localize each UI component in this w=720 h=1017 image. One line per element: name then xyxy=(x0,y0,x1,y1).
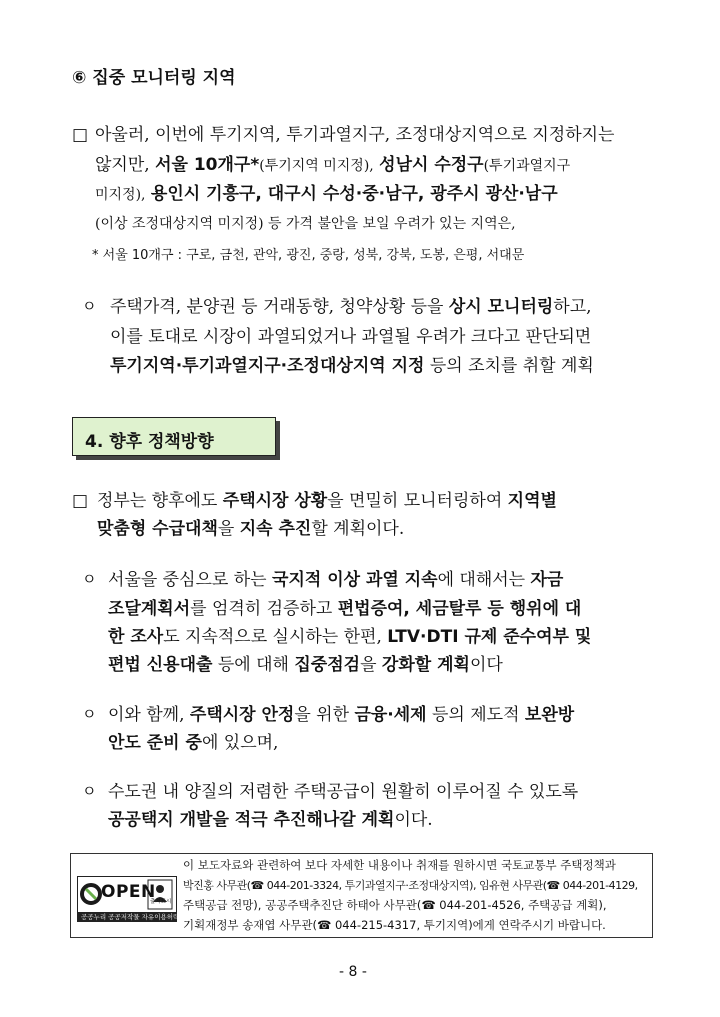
section-heading: 4. 향후 정책방향 xyxy=(85,432,214,452)
paragraph-line: 편법 신용대출 등에 대해 집중점검을 강화할 계획이다 xyxy=(108,655,503,675)
paragraph-line: 서울을 중심으로 하는 국지적 이상 과열 지속에 대해서는 자금 xyxy=(108,570,564,590)
bullet-mark: ㅇ xyxy=(82,297,97,315)
box-mark: □ xyxy=(72,125,89,145)
paragraph-line: 이를 토대로 시장이 과열되었거나 과열될 우려가 크다고 판단되면 xyxy=(110,327,592,347)
paragraph-line: 공공택지 개발을 적극 추진해나갈 계획이다. xyxy=(108,810,433,830)
box-mark: □ xyxy=(72,491,89,511)
kogl-logo xyxy=(77,876,180,922)
paragraph-line: 투기지역·투기과열지구·조정대상지역 지정 등의 조치를 취할 계획 xyxy=(110,356,594,376)
bullet-mark: ㅇ xyxy=(82,782,97,800)
section-title: ⑥ 집중 모니터링 지역 xyxy=(72,68,236,88)
paragraph-line: 아울러, 이번에 투기지역, 투기과열지구, 조정대상지역으로 지정하지는 xyxy=(95,125,615,145)
paragraph-line: (이상 조정대상지역 미지정) 등 가격 불안을 보일 우려가 있는 지역은, xyxy=(95,216,516,232)
paragraph-line: 않지만, 서울 10개구*(투기지역 미지정), 성남시 수정구(투기과열지구 xyxy=(95,155,571,175)
paragraph-line: 이와 함께, 주택시장 안정을 위한 금융·세제 등의 제도적 보완방 xyxy=(108,705,575,725)
paragraph-line: 수도권 내 양질의 저렴한 주택공급이 원활히 이루어질 수 있도록 xyxy=(108,782,579,802)
paragraph-line: 미지정), 용인시 기흥구, 대구시 수성·중·남구, 광주시 광산·남구 xyxy=(95,184,558,204)
contact-line: 기획재정부 송재엽 사무관(☎ 044-215-4317, 투기지역)에게 연락주시기 바랍니다. xyxy=(183,918,606,932)
paragraph-line: 주택가격, 분양권 등 거래동향, 청약상황 등을 상시 모니터링하고, xyxy=(110,297,592,317)
footnote: * 서울 10개구 : 구로, 금천, 관악, 광진, 중랑, 성북, 강북, 도봉, 은평, 서대문 xyxy=(92,248,525,263)
logo-subtitle: 공공누리 공공저작물 자유이용허락 xyxy=(81,913,180,921)
contact-line: 이 보도자료와 관련하여 보다 자세한 내용이나 취재를 원하시면 국토교통부 주택정책과 xyxy=(183,858,616,872)
contact-line: 박진홍 사무관(☎ 044-201-3324, 투기과열지구·조정대상지역), 임유현 사무관(☎ 044-201-4129, xyxy=(183,879,638,892)
paragraph-line: 정부는 향후에도 주택시장 상황을 면밀히 모니터링하여 지역별 xyxy=(97,491,557,511)
paragraph-line: 안도 준비 중에 있으며, xyxy=(108,733,279,753)
attribution-badge: 출처표시 xyxy=(150,899,172,905)
logo-text: OPEN xyxy=(101,882,156,902)
paragraph-line: 조달계획서를 엄격히 검증하고 편법증여, 세금탈루 등 행위에 대 xyxy=(108,599,582,619)
section-heading-box xyxy=(72,417,276,456)
bullet-mark: ㅇ xyxy=(82,570,97,588)
contact-line: 주택공급 전망), 공공주택추진단 하태아 사무관(☎ 044-201-4526, 주택공급 계획), xyxy=(183,898,607,912)
paragraph-line: 한 조사도 지속적으로 실시하는 한편, LTV·DTI 규제 준수여부 및 xyxy=(108,627,592,647)
paragraph-line: 맞춤형 수급대책을 지속 추진할 계획이다. xyxy=(97,519,405,539)
page-number: - 8 - xyxy=(339,964,367,980)
bullet-mark: ㅇ xyxy=(82,705,97,723)
